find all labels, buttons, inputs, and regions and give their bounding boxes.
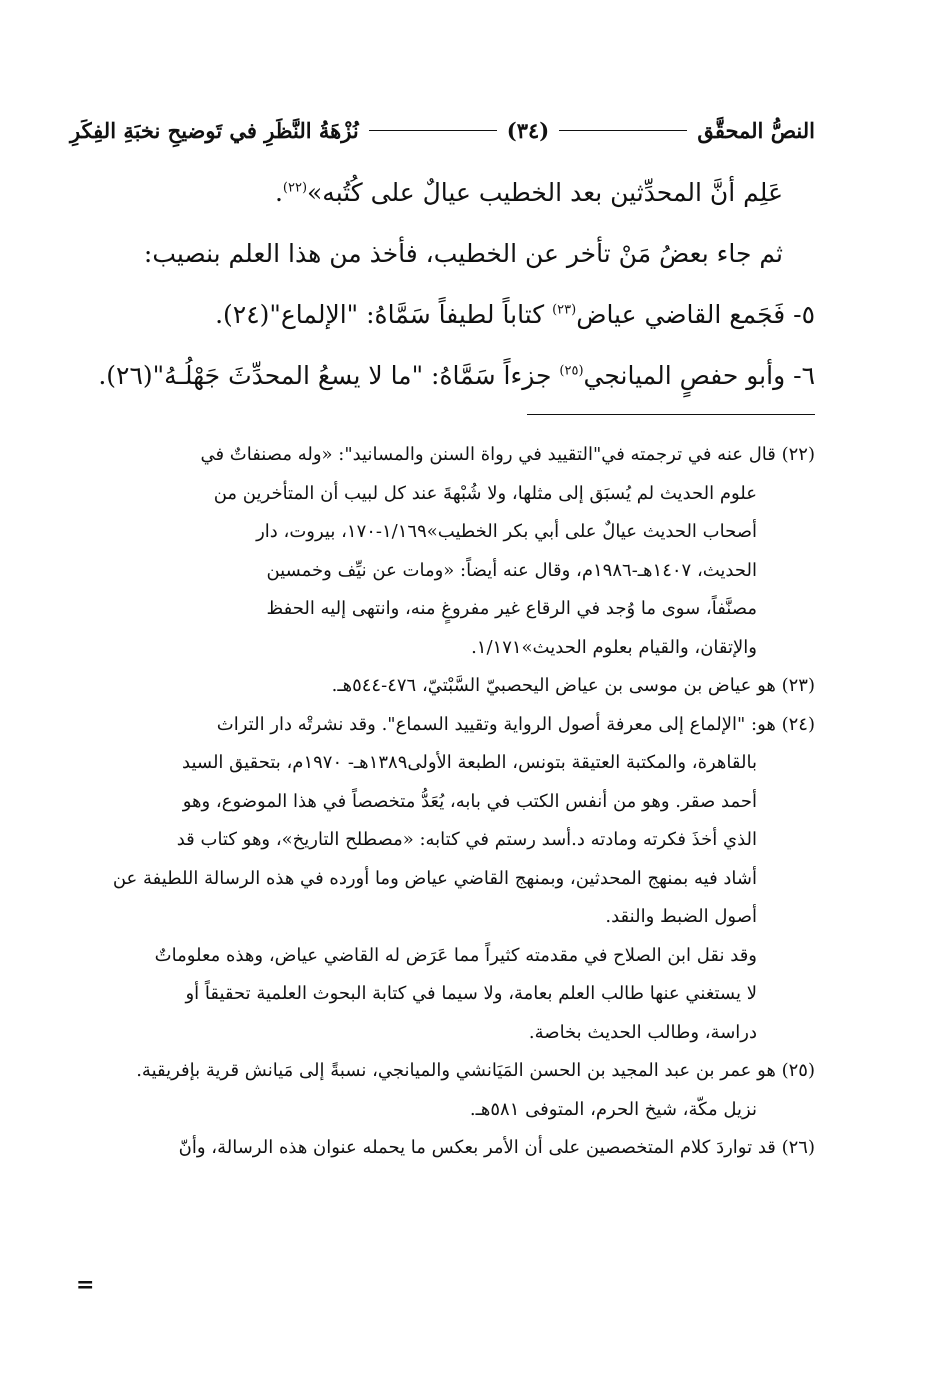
- main-text: [70, 162, 815, 406]
- footnote-line: بالقاهرة، والمكتبة العتيقة بتونس، الطبعة الأولى١٣٨٩هـ- ١٩٧٠م، بتحقيق السيد: [182, 752, 757, 773]
- footnote-ref[interactable]: (٢٥): [559, 363, 584, 379]
- footnote-line: وقد نقل ابن الصلاح في مقدمته كثيراً مما عَرَض له القاضي عياض، وهذه معلوماتٌ: [154, 944, 757, 966]
- footnote-line: (٢٢) قال عنه في ترجمته في"التقييد في رواة السنن والمسانيد": «وله مصنفاتٌ في: [200, 444, 815, 465]
- header-rule-left: [369, 130, 497, 131]
- footnote-ref[interactable]: (٢٢): [282, 180, 308, 196]
- footnote-line: والإتقان، والقيام بعلوم الحديث»١/١٧١.: [471, 636, 757, 658]
- footnote-line: الحديث، ١٤٠٧هـ-١٩٨٦م، وقال عنه أيضاً: «ومات عن نيِّف وخمسين: [266, 559, 757, 581]
- footnotes: [70, 436, 815, 1168]
- footnote-line: لا يستغني عنها طالب العلم بعامة، ولا سيما في كتابة البحوث العلمية تحقيقاً أو: [185, 983, 757, 1004]
- footnote-line: دراسة، وطالب الحديث بخاصة.: [528, 1021, 757, 1043]
- header-left-title: نُزْهَةُ النَّظَرِ في تَوضيحِ نخبَةِ الفِكَرِ: [69, 117, 359, 143]
- footnote-line: نزيل مكّة، شيخ الحرم، المتوفى ٥٨١هـ.: [469, 1098, 757, 1120]
- body-line: ٦- وأبو حفصٍ الميانجي$^{(٢٥)}$ جزءاً سَمَّاهُ: "ما لا يسعُ المحدِّثَ جَهْلُـهُ"(٢٦).: [98, 361, 815, 390]
- footnote-line: (٢٦) قد تواردَ كلام المتخصصين على أن الأمر بعكس ما يحمله عنوان هذه الرسالة، وأنّ: [178, 1137, 815, 1158]
- footnote-line: علوم الحديث لم يُسبَق إلى مثلها، ولا شُبْهةَ عند كل لبيب أن المتأخرين من: [213, 482, 757, 504]
- header-rule-right: [559, 130, 687, 131]
- page-number: (٣٤): [506, 117, 550, 143]
- footnote-line: أشاد فيه بمنهج المحدثين، وبمنهج القاضي عياض وما أورده في هذه الرسالة اللطيفة عن: [112, 867, 757, 889]
- footnote-line: أحمد صقر. وهو من أنفس الكتب في بابه، يُعَدُّ متخصصاً في هذا الموضوع، وهو: [182, 790, 757, 812]
- footnote-ref[interactable]: (٢٣): [552, 302, 577, 318]
- footnote-line: (٢٤) هو: "الإلماع إلى معرفة أصول الرواية وتقييد السماع". وقد نشرتْه دار التراث: [216, 713, 815, 735]
- footnote-separator: [527, 414, 815, 415]
- footnote-line: أصول الضبط والنقد.: [605, 906, 757, 927]
- body-line: عَلِم أنَّ المحدِّثين بعد الخطيب عيالٌ على كُتُبه»$^{(٢٢)}$.: [274, 178, 783, 207]
- footnote-line: مصنَّفاً، سوى ما وُجد في الرقاع غير مفروغٍ منه، وانتهى إليه الحفظ: [266, 598, 757, 619]
- body-line: ٥- فَجَمع القاضي عياض$^{(٢٣)}$ كتاباً لطيفاً سَمَّاهُ: "الإلماع"(٢٤).: [215, 300, 815, 329]
- footnote-line: أصحاب الحديث عيالٌ على أبي بكر الخطيب»١/١٦٩-١٧٠، بيروت، دار: [256, 521, 757, 542]
- footnote-line: (٢٣) هو عياض بن موسى بن عياض اليحصبيّ السَّبْتيّ، ٤٧٦-٥٤٤هـ.: [331, 675, 815, 696]
- footnote-line: (٢٥) هو عمر بن عبد المجيد بن الحسن المَيَانشي والميانجي، نسبةً إلى مَيانش قرية بإفريقية.: [136, 1060, 815, 1081]
- continuation-mark: =: [76, 1272, 95, 1298]
- running-header: [70, 108, 815, 152]
- body-line: ثم جاء بعضُ مَنْ تأخر عن الخطيب، فأخذ من هذا العلم بنصيب:: [143, 239, 783, 268]
- footnote-line: الذي أخذَ فكرته ومادته د.أسد رستم في كتابه: «مصطلح التاريخ»، وهو كتاب قد: [176, 829, 757, 850]
- header-right-title: النصُّ المحقَّق: [697, 117, 815, 143]
